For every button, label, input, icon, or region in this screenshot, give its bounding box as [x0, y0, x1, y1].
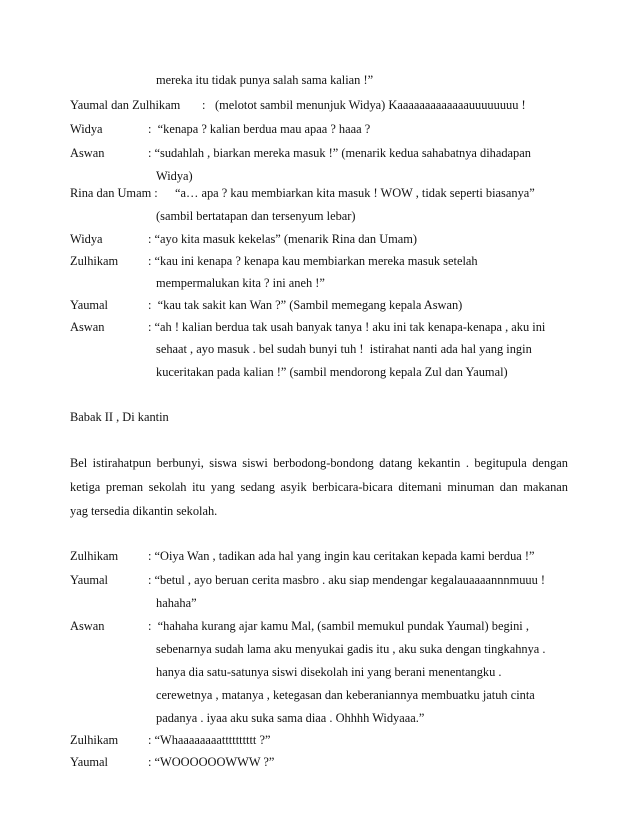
speaker-label: Zulhikam — [70, 549, 119, 563]
speaker-label: Aswan — [70, 146, 105, 160]
dialogue-text: : “ayo kita masuk kekelas” (menarik Rina dan Umam) — [148, 232, 418, 246]
dialogue-continuation: sehaat , ayo masuk . bel sudah bunyi tuh ! istirahat nanti ada hal yang ingin — [156, 342, 532, 356]
dialogue-continuation: cerewetnya , matanya , ketegasan dan keberaniannya membuatku jatuh cinta — [156, 688, 535, 702]
dialogue-continuation: kuceritakan pada kalian !” (sambil mendorong kepala Zul dan Yaumal) — [156, 365, 508, 379]
speaker-label: Zulhikam — [70, 254, 119, 268]
speaker-colon: : — [202, 98, 206, 112]
dialogue-text: : “hahaha kurang ajar kamu Mal, (sambil memukul pundak Yaumal) begini , — [148, 619, 529, 633]
dialogue-continuation: padanya . iyaa aku suka sama diaa . Ohhhh Widyaaa.” — [156, 711, 425, 725]
speaker-label: Yaumal dan Zulhikam — [70, 98, 181, 112]
dialogue-text: : “betul , ayo beruan cerita masbro . aku siap mendengar kegalauaaaannnmuuu ! — [148, 573, 546, 587]
dialogue-text: : “kau tak sakit kan Wan ?” (Sambil memegang kepala Aswan) — [148, 298, 463, 312]
speaker-label: Zulhikam — [70, 733, 119, 747]
dialogue-text: : “kenapa ? kalian berdua mau apaa ? haaa ? — [148, 122, 371, 136]
dialogue-continuation: mempermalukan kita ? ini aneh !” — [156, 276, 325, 290]
narrative-line: yag tersedia dikantin sekolah. — [70, 504, 218, 518]
dialogue-continuation: mereka itu tidak punya salah sama kalian !” — [156, 73, 374, 87]
dialogue-continuation: (sambil bertatapan dan tersenyum lebar) — [156, 209, 356, 223]
narrative-line: Bel istirahatpun berbunyi, siswa siswi berbodong-bondong datang kekantin . begitupula dengan — [70, 456, 568, 470]
dialogue-text: “a… apa ? kau membiarkan kita masuk ! WOW , tidak seperti biasanya” — [175, 186, 535, 200]
speaker-label: Rina dan Umam : — [70, 186, 158, 200]
dialogue-continuation: hanya dia satu-satunya siswi disekolah ini yang berani menentangku . — [156, 665, 502, 679]
dialogue-text: : “sudahlah , biarkan mereka masuk !” (menarik kedua sahabatnya dihadapan — [148, 146, 531, 160]
speaker-label: Yaumal — [70, 573, 108, 587]
speaker-label: Aswan — [70, 320, 105, 334]
speaker-label: Aswan — [70, 619, 105, 633]
speaker-label: Yaumal — [70, 755, 108, 769]
speaker-label: Widya — [70, 122, 103, 136]
dialogue-text: (melotot sambil menunjuk Widya) Kaaaaaaaaaaaaauuuuuuuu ! — [215, 98, 526, 112]
dialogue-text: : “WOOOOOOWWW ?” — [148, 755, 275, 769]
section-heading: Babak II , Di kantin — [70, 410, 169, 424]
narrative-line: ketiga preman sekolah itu yang sedang asyik berbicara-bicara ditemani minuman dan makanan — [70, 480, 568, 494]
speaker-label: Widya — [70, 232, 103, 246]
dialogue-continuation: sebenarnya sudah lama aku menyukai gadis itu , aku suka dengan tingkahnya . — [156, 642, 546, 656]
speaker-label: Yaumal — [70, 298, 108, 312]
dialogue-text: : “ah ! kalian berdua tak usah banyak tanya ! aku ini tak kenapa-kenapa , aku ini — [148, 320, 546, 334]
dialogue-continuation: Widya) — [156, 169, 193, 183]
dialogue-text: : “kau ini kenapa ? kenapa kau membiarkan mereka masuk setelah — [148, 254, 478, 268]
dialogue-continuation: hahaha” — [156, 596, 197, 610]
dialogue-text: : “Oiya Wan , tadikan ada hal yang ingin kau ceritakan kepada kami berdua !” — [148, 549, 535, 563]
dialogue-text: : “Whaaaaaaaatttttttttt ?” — [148, 733, 271, 747]
